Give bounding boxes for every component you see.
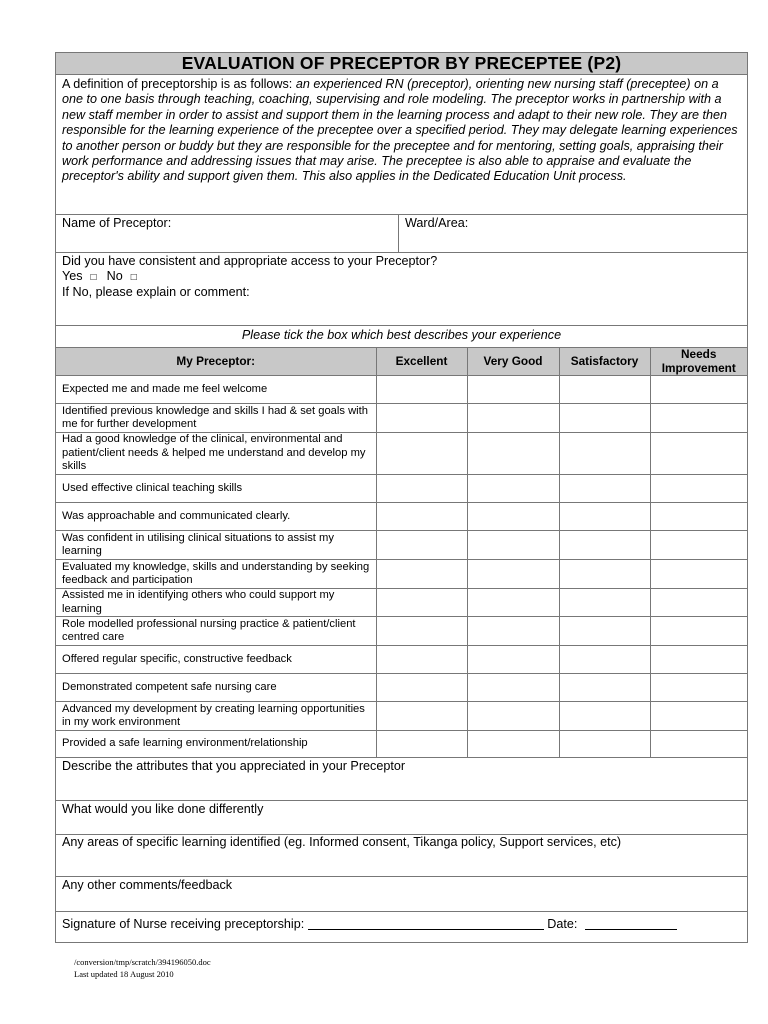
rating-tick-cell[interactable] <box>650 674 747 702</box>
tick-instruction: Please tick the box which best describes your experience <box>56 326 747 348</box>
rating-criterion: Provided a safe learning environment/relationship <box>56 731 376 758</box>
learning-areas-field[interactable] <box>56 835 747 877</box>
preceptor-ward-row <box>56 215 747 253</box>
rating-header-0: My Preceptor: <box>56 348 376 376</box>
rating-tick-cell[interactable] <box>467 376 559 404</box>
yes-no-options <box>62 269 741 285</box>
rating-tick-cell[interactable] <box>376 731 467 758</box>
rating-row <box>56 560 747 589</box>
rating-row <box>56 404 747 433</box>
date-label: Date: <box>547 917 578 931</box>
footer-path: /conversion/tmp/scratch/394196050.doc <box>74 957 211 967</box>
rating-table <box>56 348 747 758</box>
rating-header-4: Needs Improvement <box>650 348 747 376</box>
definition-intro: A definition of preceptorship is as follows: <box>62 77 296 91</box>
rating-tick-cell[interactable] <box>467 589 559 617</box>
rating-tick-cell[interactable] <box>650 646 747 674</box>
other-comments-field[interactable] <box>56 877 747 912</box>
attributes-field[interactable] <box>56 758 747 801</box>
access-section <box>56 253 747 326</box>
rating-tick-cell[interactable] <box>559 433 650 475</box>
rating-tick-cell[interactable] <box>559 589 650 617</box>
rating-header-1: Excellent <box>376 348 467 376</box>
rating-tick-cell[interactable] <box>650 702 747 731</box>
no-label: No <box>106 269 123 283</box>
rating-row <box>56 617 747 646</box>
rating-tick-cell[interactable] <box>467 731 559 758</box>
rating-criterion: Demonstrated competent safe nursing care <box>56 674 376 702</box>
rating-row <box>56 503 747 531</box>
rating-criterion: Had a good knowledge of the clinical, environmental and patient/client needs & helped me understand and develop my skills <box>56 433 376 475</box>
rating-tick-cell[interactable] <box>376 404 467 433</box>
rating-tick-cell[interactable] <box>559 617 650 646</box>
rating-tick-cell[interactable] <box>650 617 747 646</box>
rating-tick-cell[interactable] <box>376 475 467 503</box>
preceptor-name-label: Name of Preceptor: <box>62 216 172 230</box>
yes-label: Yes <box>62 269 83 283</box>
rating-criterion: Advanced my development by creating learning opportunities in my work environment <box>56 702 376 731</box>
signature-label: Signature of Nurse receiving preceptorship: <box>62 917 305 931</box>
rating-tick-cell[interactable] <box>650 731 747 758</box>
form-title: EVALUATION OF PRECEPTOR BY PRECEPTEE (P2) <box>56 53 747 75</box>
rating-tick-cell[interactable] <box>376 503 467 531</box>
rating-tick-cell[interactable] <box>467 560 559 589</box>
rating-criterion: Was approachable and communicated clearly. <box>56 503 376 531</box>
rating-tick-cell[interactable] <box>376 589 467 617</box>
rating-tick-cell[interactable] <box>559 531 650 560</box>
attributes-label: Describe the attributes that you appreciated in your Preceptor <box>62 759 406 773</box>
ward-area-field[interactable] <box>399 215 747 252</box>
rating-criterion: Identified previous knowledge and skills I had & set goals with me for further development <box>56 404 376 433</box>
rating-tick-cell[interactable] <box>650 589 747 617</box>
other-comments-label: Any other comments/feedback <box>62 878 233 892</box>
rating-tick-cell[interactable] <box>559 503 650 531</box>
rating-tick-cell[interactable] <box>559 404 650 433</box>
rating-tick-cell[interactable] <box>559 674 650 702</box>
explain-label: If No, please explain or comment: <box>62 285 250 299</box>
rating-criterion: Offered regular specific, constructive feedback <box>56 646 376 674</box>
rating-tick-cell[interactable] <box>650 404 747 433</box>
rating-header-2: Very Good <box>467 348 559 376</box>
rating-row <box>56 376 747 404</box>
rating-criterion: Expected me and made me feel welcome <box>56 376 376 404</box>
rating-tick-cell[interactable] <box>376 531 467 560</box>
rating-tick-cell[interactable] <box>376 560 467 589</box>
evaluation-form <box>55 52 748 943</box>
preceptor-name-field[interactable] <box>56 215 399 252</box>
rating-tick-cell[interactable] <box>559 560 650 589</box>
rating-row <box>56 589 747 617</box>
no-checkbox[interactable]: □ <box>130 272 137 283</box>
yes-checkbox[interactable]: □ <box>90 272 97 283</box>
rating-row <box>56 702 747 731</box>
rating-tick-cell[interactable] <box>467 674 559 702</box>
rating-tick-cell[interactable] <box>376 617 467 646</box>
rating-criterion: Was confident in utilising clinical situations to assist my learning <box>56 531 376 560</box>
rating-criterion: Used effective clinical teaching skills <box>56 475 376 503</box>
rating-tick-cell[interactable] <box>559 731 650 758</box>
rating-tick-cell[interactable] <box>559 475 650 503</box>
rating-tick-cell[interactable] <box>467 617 559 646</box>
rating-tick-cell[interactable] <box>650 376 747 404</box>
document-footer <box>74 956 211 980</box>
differently-field[interactable] <box>56 801 747 835</box>
rating-tick-cell[interactable] <box>376 702 467 731</box>
rating-tick-cell[interactable] <box>467 702 559 731</box>
ward-area-label: Ward/Area: <box>405 216 469 230</box>
rating-header-3: Satisfactory <box>559 348 650 376</box>
rating-tick-cell[interactable] <box>467 646 559 674</box>
rating-criterion: Assisted me in identifying others who could support my learning <box>56 589 376 617</box>
rating-tick-cell[interactable] <box>467 475 559 503</box>
footer-updated: Last updated 18 August 2010 <box>74 969 174 979</box>
rating-tick-cell[interactable] <box>376 674 467 702</box>
rating-tick-cell[interactable] <box>559 376 650 404</box>
rating-tick-cell[interactable] <box>376 433 467 475</box>
rating-criterion: Evaluated my knowledge, skills and understanding by seeking feedback and participation <box>56 560 376 589</box>
rating-row <box>56 674 747 702</box>
rating-tick-cell[interactable] <box>650 531 747 560</box>
rating-criterion: Role modelled professional nursing practice & patient/client centred care <box>56 617 376 646</box>
rating-row <box>56 646 747 674</box>
rating-tick-cell[interactable] <box>559 646 650 674</box>
rating-tick-cell[interactable] <box>650 433 747 475</box>
rating-row <box>56 475 747 503</box>
rating-tick-cell[interactable] <box>376 376 467 404</box>
rating-tick-cell[interactable] <box>467 433 559 475</box>
rating-row <box>56 531 747 560</box>
rating-row <box>56 731 747 758</box>
date-line[interactable] <box>585 929 677 930</box>
definition-paragraph <box>56 75 747 215</box>
access-question: Did you have consistent and appropriate access to your Preceptor? <box>62 254 438 268</box>
rating-tick-cell[interactable] <box>376 646 467 674</box>
definition-body: an experienced RN (preceptor), orienting new nursing staff (preceptee) on a one to one basis through teaching, coaching, supervising and role modeling. The preceptor works in partnership with a new staff member in order to assist and support them in the learning process and adapt to their new role. They are then responsible for the learning experience of the preceptee over a specified period. They may delegate learning experiences to another person or buddy but they are responsible for the preceptee and for mentoring, setting goals, appraising their work performance and addressing issues that may arise. The preceptee is also able to appraise and evaluate the preceptor's ability and support given them. This also applies in the Dedicated Education Unit process. <box>62 77 738 184</box>
rating-tick-cell[interactable] <box>467 404 559 433</box>
rating-row <box>56 433 747 475</box>
rating-tick-cell[interactable] <box>650 560 747 589</box>
rating-tick-cell[interactable] <box>467 531 559 560</box>
rating-tick-cell[interactable] <box>559 702 650 731</box>
signature-row <box>56 912 747 942</box>
differently-label: What would you like done differently <box>62 802 264 816</box>
rating-tick-cell[interactable] <box>650 503 747 531</box>
signature-line[interactable] <box>308 929 544 930</box>
rating-header-row <box>56 348 747 376</box>
rating-tick-cell[interactable] <box>467 503 559 531</box>
rating-tick-cell[interactable] <box>650 475 747 503</box>
learning-areas-label: Any areas of specific learning identified (eg. Informed consent, Tikanga policy, Support services, etc) <box>62 835 622 849</box>
